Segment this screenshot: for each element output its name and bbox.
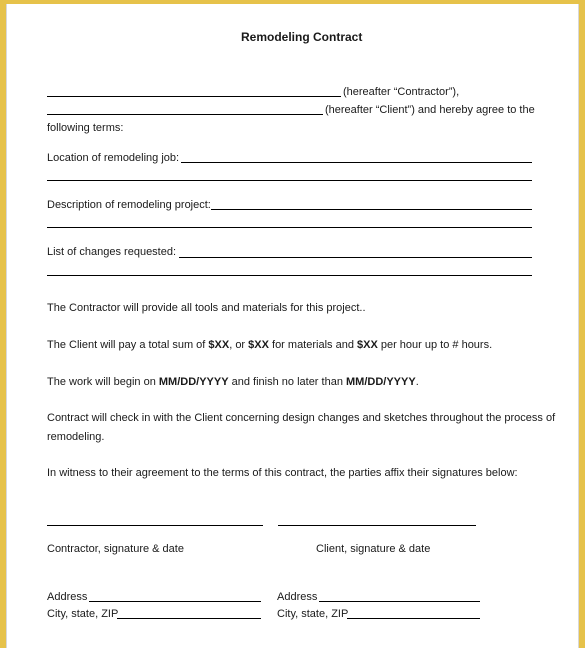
description-label: Description of remodeling project: bbox=[47, 199, 211, 211]
tools-clause: The Contractor will provide all tools and materials for this project.. bbox=[47, 302, 366, 314]
contractor-address-label: Address bbox=[47, 591, 88, 603]
schedule-clause bbox=[47, 376, 419, 389]
contractor-name-line[interactable] bbox=[47, 96, 341, 97]
payment-text-1: The Client will pay a total sum of bbox=[47, 339, 209, 351]
contractor-signature-line[interactable] bbox=[47, 525, 263, 526]
checkin-clause-line-2: remodeling. bbox=[47, 431, 105, 443]
payment-text-4: per hour up to # hours. bbox=[377, 339, 493, 351]
client-city-line[interactable] bbox=[347, 618, 480, 619]
contract-page bbox=[6, 4, 579, 648]
schedule-end-date: MM/DD/YYYY bbox=[346, 376, 416, 388]
location-line-1[interactable] bbox=[181, 162, 532, 163]
payment-text-2: , or bbox=[229, 339, 249, 351]
client-address-line[interactable] bbox=[319, 601, 480, 602]
location-line-2[interactable] bbox=[47, 180, 532, 181]
payment-text-3: for materials and bbox=[268, 339, 357, 351]
contractor-city-line[interactable] bbox=[117, 618, 261, 619]
page-title: Remodeling Contract bbox=[241, 30, 363, 44]
contractor-city-label: City, state, ZIP bbox=[47, 608, 119, 620]
schedule-start-date: MM/DD/YYYY bbox=[158, 376, 229, 388]
description-line-1[interactable] bbox=[211, 209, 532, 210]
contractor-suffix: (hereafter “Contractor”), bbox=[343, 86, 460, 98]
checkin-clause-line-1: Contract will check in with the Client concerning design changes and sketches throughout the process of bbox=[47, 412, 556, 424]
contractor-signature-label: Contractor, signature & date bbox=[47, 543, 184, 555]
schedule-text-2: and finish no later than bbox=[228, 376, 346, 388]
client-signature-line[interactable] bbox=[278, 525, 476, 526]
location-label: Location of remodeling job: bbox=[47, 152, 180, 164]
payment-amount-total: $XX bbox=[208, 339, 230, 351]
schedule-text-1: The work will begin on bbox=[47, 376, 159, 388]
witness-clause: In witness to their agreement to the terms of this contract, the parties affix their signatures below: bbox=[47, 467, 518, 479]
changes-label: List of changes requested: bbox=[47, 246, 177, 258]
payment-clause bbox=[47, 339, 492, 352]
changes-line-2[interactable] bbox=[47, 275, 532, 276]
client-signature-label: Client, signature & date bbox=[316, 543, 431, 555]
client-city-label: City, state, ZIP bbox=[277, 608, 349, 620]
payment-amount-hourly: $XX bbox=[357, 339, 378, 351]
contractor-address-line[interactable] bbox=[89, 601, 261, 602]
client-suffix: (hereafter “Client”) and hereby agree to the bbox=[325, 104, 535, 116]
changes-line-1[interactable] bbox=[179, 257, 532, 258]
payment-amount-materials: $XX bbox=[248, 339, 269, 351]
description-line-2[interactable] bbox=[47, 227, 532, 228]
client-name-line[interactable] bbox=[47, 114, 323, 115]
client-address-label: Address bbox=[277, 591, 318, 603]
schedule-text-3: . bbox=[415, 376, 419, 388]
terms-intro: following terms: bbox=[47, 122, 124, 134]
